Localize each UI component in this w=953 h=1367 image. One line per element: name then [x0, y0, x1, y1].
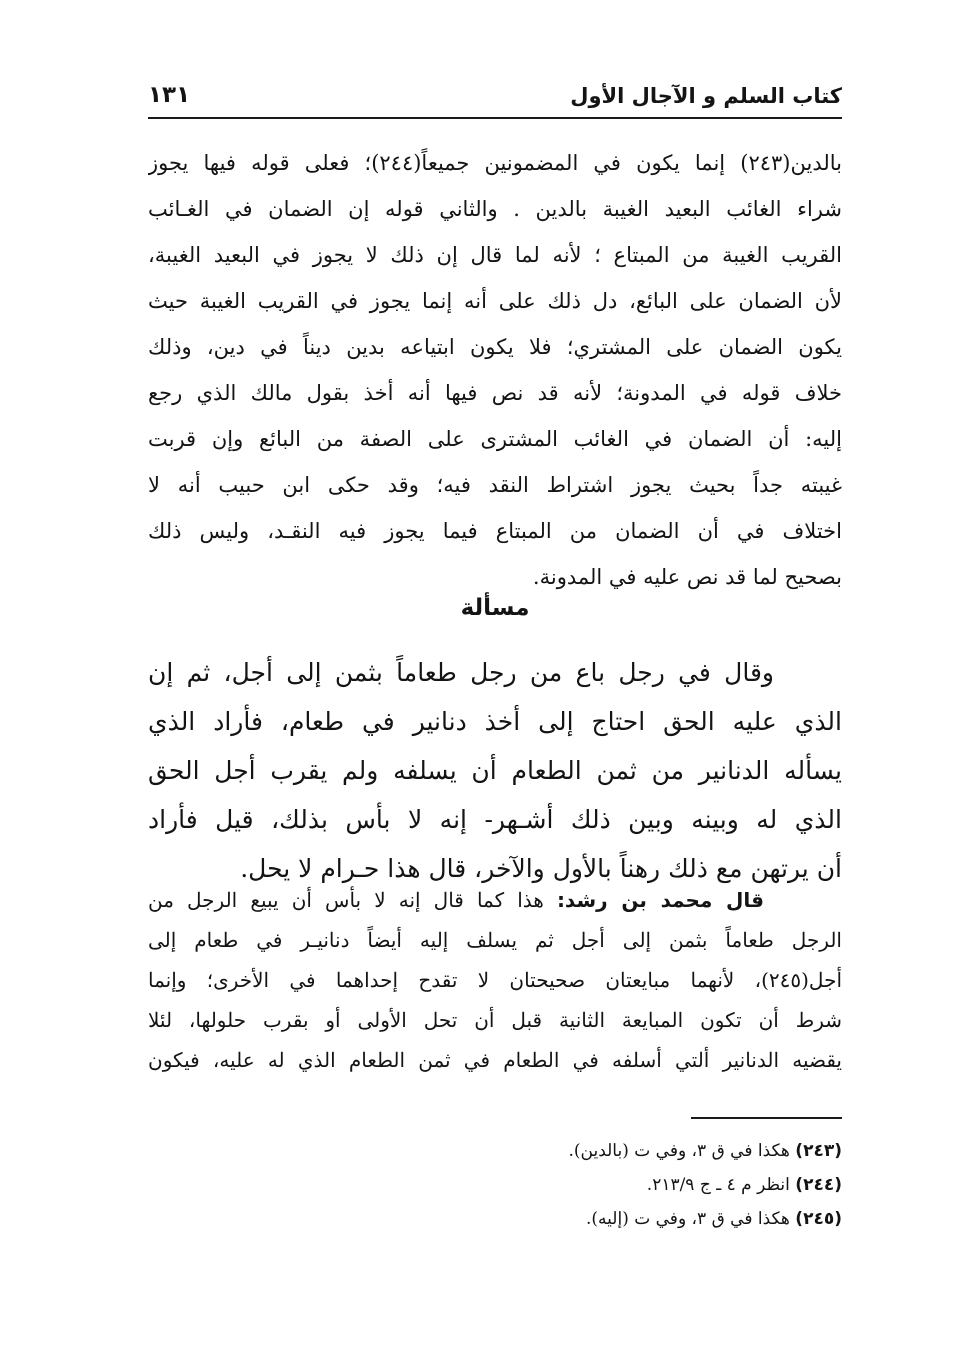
text-line: وقال في رجل باع من رجل طعاماً بثمن إلى أجل، ثم إن: [148, 658, 774, 687]
text-line: لأن الضمان على البائع، دل ذلك على أنه إنما يجوز في القريب الغيبة حيث: [148, 289, 842, 313]
footnote-divider: [691, 1117, 842, 1119]
text-line: اختلاف في أن الضمان من المبتاع فيما يجوز فيه النقـد، وليس ذلك: [148, 519, 842, 543]
text-line: غيبته جداً بحيث يجوز اشتراط النقد فيه؛ وقد حكى ابن حبيب أنه لا: [148, 473, 842, 497]
running-header: [148, 80, 842, 116]
text-line: يقضيه الدنانير ألتي أسلفه في الطعام في ثمن الطعام الذي له عليه، فيكون: [148, 1048, 842, 1072]
text-line: يسأله الدنانير من ثمن الطعام أن يسلفه ولم يقرب أجل الحق: [148, 756, 842, 785]
text-line: بصحيح لما قد نص عليه في المدونة.: [532, 565, 842, 589]
footnote-number: (٢٤٥): [795, 1209, 842, 1229]
text-line: إليه: أن الضمان في الغائب المشترى على الصفة من البائع وإن قربت: [148, 427, 842, 451]
header-divider: [148, 117, 842, 119]
opening-paragraph: [148, 140, 842, 600]
footnote-text: هكذا في ق ٣، وفي ت (بالدين).: [568, 1141, 790, 1161]
commentary-first-line: هذا كما قال إنه لا بأس أن يبيع الرجل من: [148, 888, 544, 912]
text-line: [148, 880, 842, 920]
footnote: [148, 1134, 842, 1168]
text-line: بالدين(٢٤٣) إنما يكون في المضمونين جميعاً(٢٤٤)؛ فعلى قوله فيها يجوز: [148, 151, 842, 175]
footnote: [148, 1168, 842, 1202]
question-paragraph: [148, 648, 842, 893]
text-line: الذي له وبينه وبين ذلك أشـهر- إنه لا بأس بذلك، قيل فأراد: [148, 805, 842, 834]
text-line: الرجل طعاماً بثمن إلى أجل ثم يسلف إليه أيضاً دنانيـر في طعام إلى: [148, 928, 842, 952]
footnote-number: (٢٤٤): [795, 1175, 842, 1195]
text-line: يكون الضمان على المشتري؛ فلا يكون ابتياعه بدين ديناً في دين، وذلك: [148, 335, 842, 359]
section-heading: مسألة: [460, 595, 530, 621]
text-line: خلاف قوله في المدونة؛ لأنه قد نص فيها أنه أخذ بقول مالك الذي رجع: [148, 381, 842, 405]
text-line: أن يرتهن مع ذلك رهناً بالأول والآخر، قال هذا حـرام لا يحل.: [240, 854, 842, 883]
commentary-paragraph: [148, 880, 842, 1080]
footnote-text: انظر م ٤ ـ ج ٢١٣/٩.: [646, 1175, 790, 1195]
footnote-text: هكذا في ق ٣، وفي ت (إليه).: [586, 1209, 790, 1229]
book-title: كتاب السلم و الآجال الأول: [570, 84, 842, 108]
text-line: أجل(٢٤٥)، لأنهما مبايعتان صحيحتان لا تقدح إحداهما في الأخرى؛ وإنما: [148, 968, 842, 992]
footnotes: [148, 1134, 842, 1236]
text-line: الذي عليه الحق احتاج إلى أخذ دنانير في طعام، فأراد الذي: [148, 707, 842, 736]
page-number: ١٣١: [148, 82, 191, 108]
text-line: القريب الغيبة من المبتاع ؛ لأنه لما قال إن ذلك لا يجوز في البعيد الغيبة،: [148, 243, 842, 267]
footnote-number: (٢٤٣): [795, 1141, 842, 1161]
text-line: شراء الغائب البعيد الغيبة بالدين . والثاني قوله إن الضمان في الغـائب: [148, 197, 842, 221]
footnote: [148, 1202, 842, 1236]
text-line: شرط أن تكون المبايعة الثانية قبل أن تحل الأولى أو بقرب حلولها، لئلا: [148, 1008, 842, 1032]
commentator-name: قال محمد بن رشد:: [556, 888, 765, 912]
